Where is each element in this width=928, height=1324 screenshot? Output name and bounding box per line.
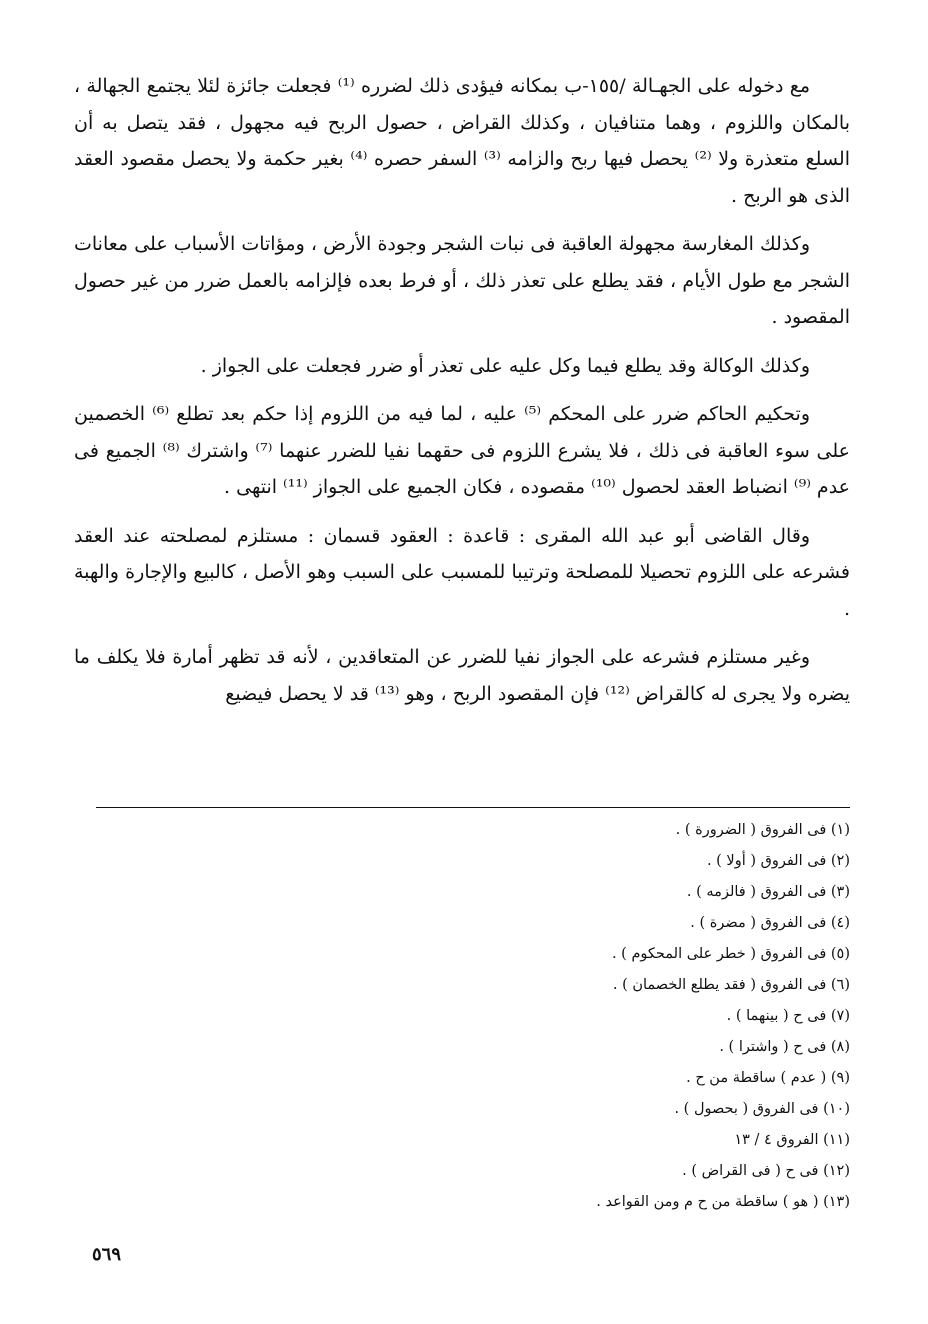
footnote-divider: [96, 807, 850, 808]
text-line: فشرعه على اللزوم تحصيلا للمصلحة وترتيبا للمسبب على السبب وهو الأصل ، كالبيع: [193, 561, 850, 583]
paragraph-2: [74, 226, 850, 336]
text-line: وكذلك الوكالة وقد يطلع فيما وكل عليه على تعذر أو ضرر فجعلت على الجواز .: [200, 354, 810, 377]
text-line: الجهالة ، بالمكان واللزوم ، وهما متنافيان ، وكذلك القراض ، حصول الربح فيه مجهول ، فقد: [74, 75, 850, 134]
text-line: معانات الشجر مع طول الأيام ، فقد يطلع على تعذر ذلك ، أو فرط بعده فإلزامه بالعمل ضرر: [74, 233, 850, 292]
footnote-item: (٢) فى الفروق ( أولا ) .: [706, 853, 850, 869]
footnote-item: (١٠) فى الفروق ( بحصول ) .: [674, 1101, 850, 1117]
footnote-item: (٩) ( عدم ) ساقطة من ح .: [686, 1070, 850, 1086]
footnote-item: (٧) فى ح ( بينهما ) .: [726, 1008, 850, 1024]
paragraph-1: [74, 68, 850, 214]
footnotes-list: [150, 815, 850, 1218]
footnote-item: (١١) الفروق ٤ / ١٣: [734, 1132, 850, 1148]
footnote-item: (٦) فى الفروق ( فقد يطلع الخصمان ) .: [612, 977, 850, 993]
text-line: واشترك ⁽⁸⁾ الجميع فى عدم ⁽⁹⁾ انضباط العقد لحصول ⁽¹⁰⁾ مقصوده ، فكان الجميع على: [74, 439, 850, 498]
text-line: وكذلك المغارسة مجهولة العاقبة فى نبات الشجر وجودة الأرض ، ومؤاتات الأسباب على: [134, 233, 810, 255]
text-line: مع دخوله على الجهـالة /١٥٥-ب بمكانه فيؤدى ذلك لضرره ⁽¹⁾ فجعلت جائزة لئلا يجتمع: [146, 75, 811, 97]
footnote-item: (١٣) ( هو ) ساقطة من ح م ومن القواعد .: [596, 1194, 850, 1210]
footnote-item: (٥) فى الفروق ( خطر على المحكوم ) .: [611, 946, 850, 962]
text-line: يتصل به أن السلع متعذرة ولا ⁽²⁾ يحصل فيها ربح والزامه ⁽³⁾ السفر حصره ⁽⁴⁾ بغير حكمة ولا: [74, 111, 850, 170]
paragraph-6: [74, 639, 850, 712]
page-number: ٥٦٩: [92, 1244, 122, 1265]
footnote-item: (٨) فى ح ( واشترا ) .: [719, 1039, 850, 1055]
text-line: يكلف ما يضره ولا يجرى له كالقراض ⁽¹²⁾ فإن المقصود الربح ، وهو ⁽¹³⁾ قد لا يحصل فيضيع: [74, 646, 850, 705]
footnote-item: (٤) فى الفروق ( مضرة ) .: [690, 915, 850, 931]
paragraph-5: [74, 518, 850, 628]
footnote-item: (١٢) فى ح ( فى القراض ) .: [682, 1163, 850, 1179]
text-line: وغير مستلزم فشرعه على الجواز نفيا للضرر عن المتعاقدين ، لأنه قد تظهر أمارة فلا: [145, 646, 811, 668]
text-line: الجواز ⁽¹¹⁾ انتهى .: [224, 476, 362, 498]
text-line: والإجارة والهبة .: [74, 561, 850, 620]
text-line: وتحكيم الحاكم ضرر على المحكم ⁽⁵⁾ عليه ، لما فيه من اللزوم إذا حكم بعد تطلع ⁽⁶⁾: [152, 403, 810, 425]
text-line: الخصمين على سوء العاقبة فى ذلك ، فلا يشرع اللزوم فى حقهما نفيا للضرر عنهما ⁽⁷⁾: [74, 403, 851, 462]
text-line: يحصل مقصود العقد الذى هو الربح .: [74, 148, 850, 207]
paragraph-3: [74, 348, 850, 385]
text-line: من غير حصول المقصود .: [74, 269, 850, 328]
footnote-item: (٣) فى الفروق ( فالزمه ) .: [686, 884, 850, 900]
main-text-body: [74, 68, 850, 712]
footnote-item: (١) فى الفروق ( الضرورة ) .: [675, 822, 850, 838]
paragraph-4: [74, 396, 850, 506]
text-line: وقال القاضى أبو عبد الله المقرى : قاعدة : العقود قسمان : مستلزم لمصلحته عند العقد: [74, 524, 810, 547]
